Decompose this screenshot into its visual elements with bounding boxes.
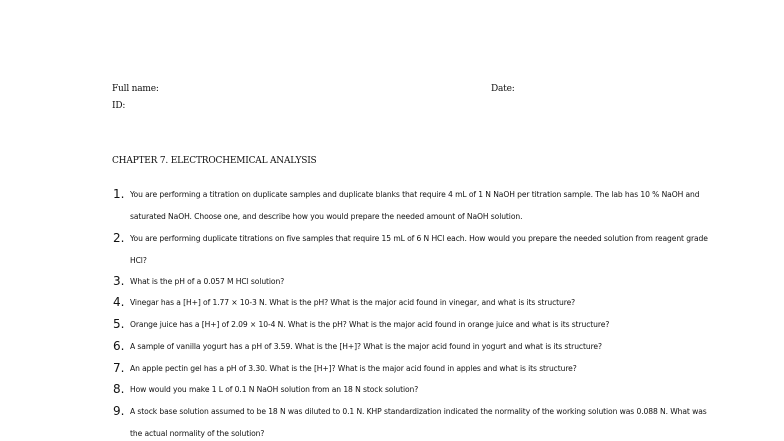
question-text: You are performing a titration on duplicate samples and duplicate blanks that require 4 mL of 1 N NaOH per titration sample. The lab has 10 % NaOH and	[130, 190, 700, 199]
question-text: the actual normality of the solution?	[130, 429, 265, 438]
question-text: A sample of vanilla yogurt has a pH of 3.59. What is the [H+]? What is the major acid found in yogurt and what is its structure?	[130, 342, 602, 351]
fullname-label: Full name:	[112, 84, 159, 94]
question-number: 9 .	[113, 404, 124, 418]
question-number: 3 .	[113, 274, 124, 288]
question-number: 5 .	[113, 317, 124, 331]
question-text: A stock base solution assumed to be 18 N was diluted to 0.1 N. KHP standardization indicated the normality of the working solution was 0.088 N. What was	[130, 407, 707, 416]
question-text: How would you make 1 L of 0.1 N NaOH solution from an 18 N stock solution?	[130, 385, 419, 394]
question-text: HCl?	[130, 256, 147, 265]
question-number: 7 .	[113, 361, 124, 375]
question-text: An apple pectin gel has a pH of 3.30. What is the [H+]? What is the major acid found in apples and what is its structure?	[130, 364, 577, 373]
question-text: You are performing duplicate titrations on five samples that require 15 mL of 6 N HCl each. How would you prepare the needed solution from reagent grade	[130, 234, 708, 243]
question-text: saturated NaOH. Choose one, and describe how you would prepare the needed amount of NaOH solution.	[130, 212, 523, 221]
id-label: ID:	[112, 101, 126, 111]
question-number: 1 .	[113, 187, 124, 201]
question-number: 4 .	[113, 295, 124, 309]
question-text: What is the pH of a 0.057 M HCl solution?	[130, 277, 285, 286]
chapter-title: CHAPTER 7. ELECTROCHEMICAL ANALYSIS	[112, 156, 317, 166]
question-number: 2 .	[113, 231, 124, 245]
date-label: Date:	[491, 84, 515, 94]
question-text: Orange juice has a [H+] of 2.09 × 10-4 N. What is the pH? What is the major acid found in orange juice and what is its structure?	[130, 320, 610, 329]
question-text: Vinegar has a [H+] of 1.77 × 10-3 N. What is the pH? What is the major acid found in vinegar, and what is its structure?	[130, 298, 576, 307]
question-number: 8 .	[113, 382, 124, 396]
question-number: 6 .	[113, 339, 124, 353]
